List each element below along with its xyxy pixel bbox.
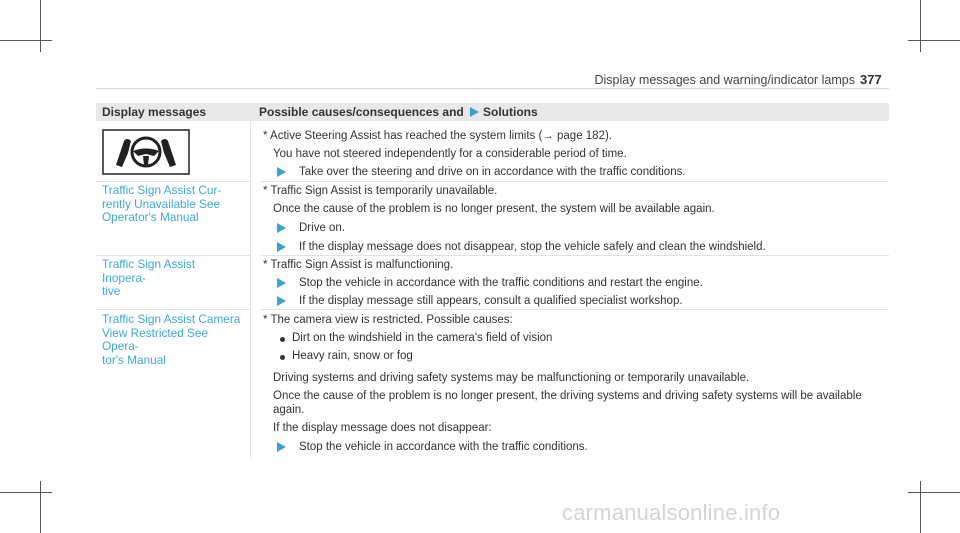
solution-text: If the display message still appears, consult a qualified specialist workshop.: [299, 295, 683, 307]
row-divider: [261, 309, 889, 310]
body-text: Driving systems and driving safety systems may be malfunctioning or temporarily unavailable.: [273, 372, 750, 384]
column-divider: [250, 121, 251, 459]
crop-mark: [920, 0, 921, 52]
row-divider: [261, 181, 889, 182]
message-title: Traffic Sign Assist Cur- rently Unavailable See Operator's Manual: [102, 183, 222, 224]
watermark: carmanualsonline.info: [562, 500, 781, 525]
message-title: Traffic Sign Assist Inopera- tive: [102, 257, 196, 298]
cause-text: * The camera view is restricted. Possible causes:: [263, 314, 513, 326]
solution-arrow-icon: [277, 242, 286, 252]
solution-arrow-icon: [277, 223, 286, 233]
bullet-icon: [280, 337, 285, 342]
body-text: Once the cause of the problem is no longer present, the driving systems and driving safety systems will be available: [273, 390, 862, 402]
solution-arrow-icon: [277, 167, 286, 177]
crop-mark: [0, 40, 52, 41]
message-title: Traffic Sign Assist Camera View Restricted See Opera- tor's Manual: [102, 312, 241, 367]
table-header: [96, 103, 889, 121]
body-text: If the display message does not disappear:: [273, 422, 492, 434]
solution-text: If the display message does not disappear, stop the vehicle safely and clean the windshield.: [299, 241, 766, 253]
cause-text: * Traffic Sign Assist is temporarily unavailable.: [263, 185, 498, 197]
solution-text: Stop the vehicle in accordance with the traffic conditions.: [299, 441, 588, 453]
crop-mark: [40, 0, 41, 52]
row-divider: [261, 255, 889, 256]
row-divider: [96, 181, 250, 182]
solution-text: Stop the vehicle in accordance with the traffic conditions and restart the engine.: [299, 277, 703, 289]
header-rule: [96, 88, 889, 89]
crop-mark: [908, 492, 960, 493]
solution-arrow-icon: [470, 107, 479, 117]
column-header-solutions: Solutions: [483, 105, 538, 119]
solution-arrow-icon: [277, 296, 286, 306]
crop-mark: [0, 492, 52, 493]
cause-text: * Traffic Sign Assist is malfunctioning.: [263, 259, 454, 271]
page-number: 377: [860, 72, 882, 87]
cause-text: You have not steered independently for a considerable period of time.: [273, 148, 627, 160]
solution-text: Take over the steering and drive on in accordance with the traffic conditions.: [299, 166, 686, 178]
crop-mark: [908, 40, 960, 41]
solution-arrow-icon: [277, 442, 286, 452]
bullet-text: Heavy rain, snow or fog: [292, 350, 413, 362]
column-header-causes: Possible causes/consequences and: [259, 105, 464, 119]
solution-arrow-icon: [277, 278, 286, 288]
bullet-text: Dirt on the windshield in the camera's field of vision: [292, 332, 553, 344]
cause-text: * Active Steering Assist has reached the system limits (→ page 182).: [263, 130, 612, 142]
running-header-title: Display messages and warning/indicator lamps: [594, 73, 855, 87]
cause-text: Once the cause of the problem is no longer present, the system will be available again.: [273, 203, 715, 215]
crop-mark: [40, 481, 41, 533]
bullet-icon: [280, 355, 285, 360]
display-messages-table: [96, 103, 889, 459]
solution-text: Drive on.: [299, 222, 346, 234]
row-divider: [96, 309, 250, 310]
body-text: again.: [273, 404, 305, 416]
row-divider: [96, 255, 250, 256]
column-header-display-messages: Display messages: [102, 105, 207, 119]
steering-wheel-hands-warning-icon: [102, 129, 190, 175]
crop-mark: [920, 481, 921, 533]
